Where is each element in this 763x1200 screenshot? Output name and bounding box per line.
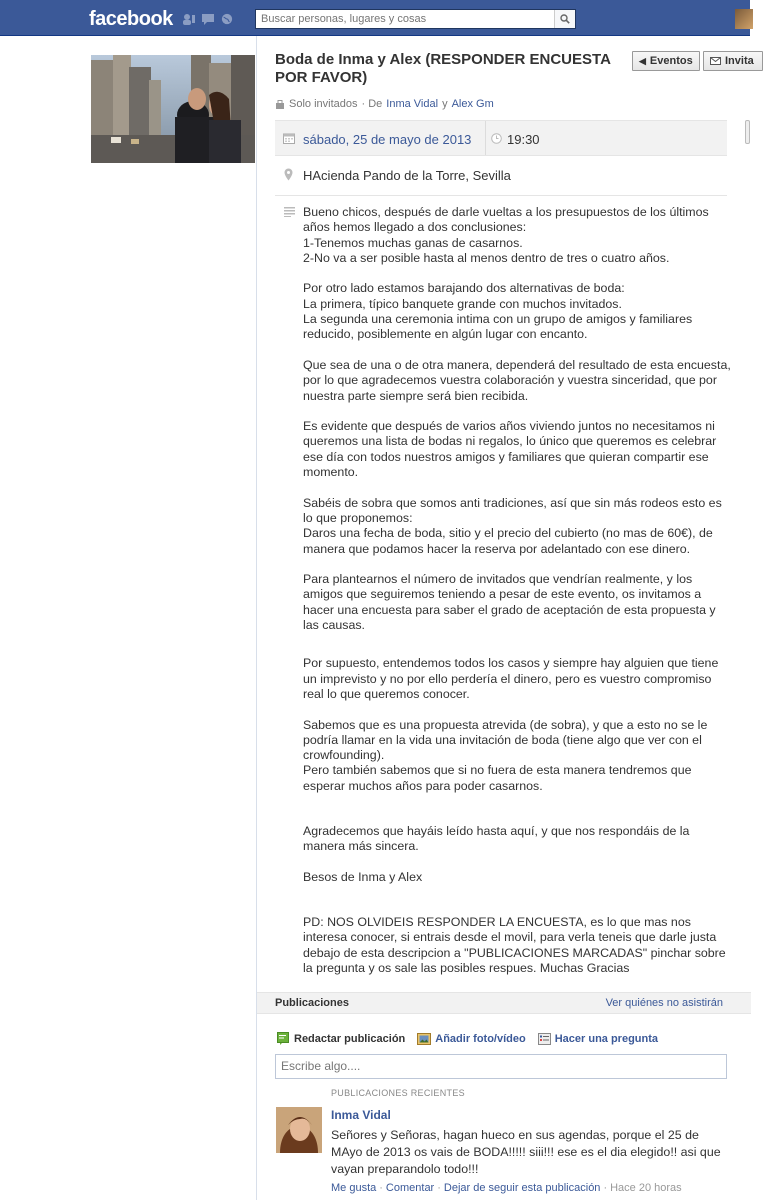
add-photo-video-label: Añadir foto/vídeo [435,1032,526,1045]
ask-question-label: Hacer una pregunta [554,1032,659,1045]
not-attending-link[interactable]: Ver quiénes no asistirán [605,997,723,1009]
messages-icon[interactable] [201,13,215,25]
post-actions [331,1182,682,1194]
unfollow-link[interactable]: Dejar de seguir esta publicación [443,1182,601,1194]
description-lines-icon [284,206,295,217]
description-paragraph: Por supuesto, entendemos todos los casos y siempre hay alguien que tiene un imprevisto y no por ello perdería el dinero, pero es vuestro compromiso real lo que queremos conocer. [303,656,719,701]
user-avatar[interactable] [735,9,753,29]
publications-header [257,992,751,1014]
ask-question-tab[interactable] [538,1032,658,1045]
post-author-name[interactable]: Inma Vidal [331,1108,391,1122]
friend-requests-icon[interactable] [182,13,196,25]
event-cover-photo[interactable] [91,55,255,163]
notification-jewels [182,13,234,25]
invite-button[interactable] [703,51,763,71]
question-icon [538,1033,551,1045]
invite-button-label: Invita [725,55,754,67]
event-date-link[interactable]: sábado, 25 de mayo de 2013 [303,132,472,147]
composer-input[interactable]: Escribe algo.... [275,1054,727,1079]
calendar-icon [283,133,295,144]
event-main-column [256,36,754,1200]
host-prefix: · De [361,98,383,110]
recent-posts-label: PUBLICACIONES RECIENTES [331,1088,465,1098]
add-photo-video-tab[interactable] [417,1032,525,1045]
description-paragraph: Bueno chicos, después de darle vueltas a los presupuestos de los últimos años hemos llegado a dos conclusiones: 1-Tenemos muchas ganas de casarnos. 2-No va a ser posible hasta al menos dentro de tres o cuatro años. [303,205,709,265]
location-pin-icon [284,168,293,181]
facebook-logo[interactable]: facebook [89,8,173,30]
description-paragraph: Sabemos que es una propuesta atrevida (de sobra), y que a esto no se le podría llamar en la vida una invitación de boda (tiene algo que ver con el crowfounding). Pero también sabemos que si no fuera de esta manera tendremos que esperar muchos años para poder casarnos. [303,717,708,793]
privacy-label: Solo invitados [289,98,358,110]
post-timestamp[interactable]: Hace 20 horas [610,1182,682,1194]
date-time-box [275,120,727,156]
lock-icon [275,100,285,109]
host-link-inma[interactable]: Inma Vidal [386,98,439,110]
events-button[interactable] [632,51,700,71]
cover-photo-image [91,55,255,163]
like-link[interactable]: Me gusta [331,1182,377,1194]
host-joiner: y [442,98,448,110]
host-link-alex[interactable]: Alex Gm [451,98,494,110]
events-button-label: Eventos [649,55,693,67]
description-paragraph: Sabéis de sobra que somos anti tradiciones, así que sin más rodeos esto es lo que proponemos: Daros una fecha de boda, sitio y el precio del cubierto (no mas de 60€), de manera que podamos hacer la reserva por adelantado con ese dinero. [303,495,722,556]
separator-dot: · [437,1182,441,1194]
description-paragraph: PD: NOS OLVIDEIS RESPONDER LA ENCUESTA, es lo que mas nos interesa conocer, si entrais desde el movil, para verla teneis que darle justa debajo de esta descripcion a "PUBLICACIONES MARCADAS" pinchar sobre la pregunta y os sale las posibles respues. Muchas Gracias [303,915,726,976]
write-post-label: Redactar publicación [294,1032,406,1045]
date-separator [485,121,486,155]
composer-actions [277,1032,658,1045]
scrollbar-thumb[interactable] [745,120,750,144]
publications-title: Publicaciones [275,997,349,1009]
description-paragraph: Es evidente que después de varios años viviendo juntos no necesitamos ni queremos una lista de bodas ni regalos, lo único que queremos es celebrar ese día con todos nuestros amigos y familiares que quieran compartir ese momento. [303,419,717,480]
write-post-icon [277,1032,290,1045]
top-bar [0,0,750,36]
comment-link[interactable]: Comentar [385,1182,435,1194]
description-paragraph: Besos de Inma y Alex [303,869,423,884]
search-box [255,9,576,29]
event-description [303,205,731,976]
post-text: Señores y Señoras, hagan hueco en sus agendas, porque el 25 de MAyo de 2013 os vais de BODA!!!!! siii!!! ese es el dia elegido!! asi que vayan preparandolo todo!!! [331,1128,721,1176]
description-paragraph: Para plantearnos el número de invitados que vendrían realmente, y los amigos que seguiremos teniendo a pesar de este evento, os invitamos a hacer una encuesta para saber el grado de aceptación de esta propuesta y las causas. [303,572,716,633]
search-input[interactable] [256,10,554,28]
event-time: 19:30 [507,132,540,147]
event-meta [275,98,494,110]
envelope-icon [710,57,721,65]
clock-icon [491,133,502,144]
post-author-avatar[interactable] [276,1107,322,1153]
separator-dot: · [603,1182,608,1194]
chevron-left-icon: ◀ [639,55,646,66]
write-post-tab[interactable] [277,1032,405,1045]
separator-dot: · [379,1182,383,1194]
photo-icon [417,1033,431,1045]
description-paragraph: Por otro lado estamos barajando dos alternativas de boda: La primera, típico banquete grande con muchos invitados. La segunda una ceremonia intima con un grupo de amigos y familiares reducido, posiblemente en algún lugar con encanto. [303,281,693,342]
notifications-globe-icon[interactable] [220,13,234,25]
search-button[interactable] [554,10,575,28]
description-paragraph: Agradecemos que hayáis leído hasta aquí, y que nos respondáis de la manera más sincera. [303,823,690,854]
event-location: HAcienda Pando de la Torre, Sevilla [303,168,511,183]
description-paragraph: Que sea de una o de otra manera, dependerá del resultado de esta encuesta, por lo que agradecemos vuestra colaboración y vuestra sinceridad, que por nuestra parte siempre será bien recibida. [303,357,731,403]
event-title: Boda de Inma y Alex (RESPONDER ENCUESTA POR FAVOR) [275,51,611,86]
avatar-image [276,1107,322,1153]
search-icon [560,14,570,24]
location-row [275,156,727,196]
